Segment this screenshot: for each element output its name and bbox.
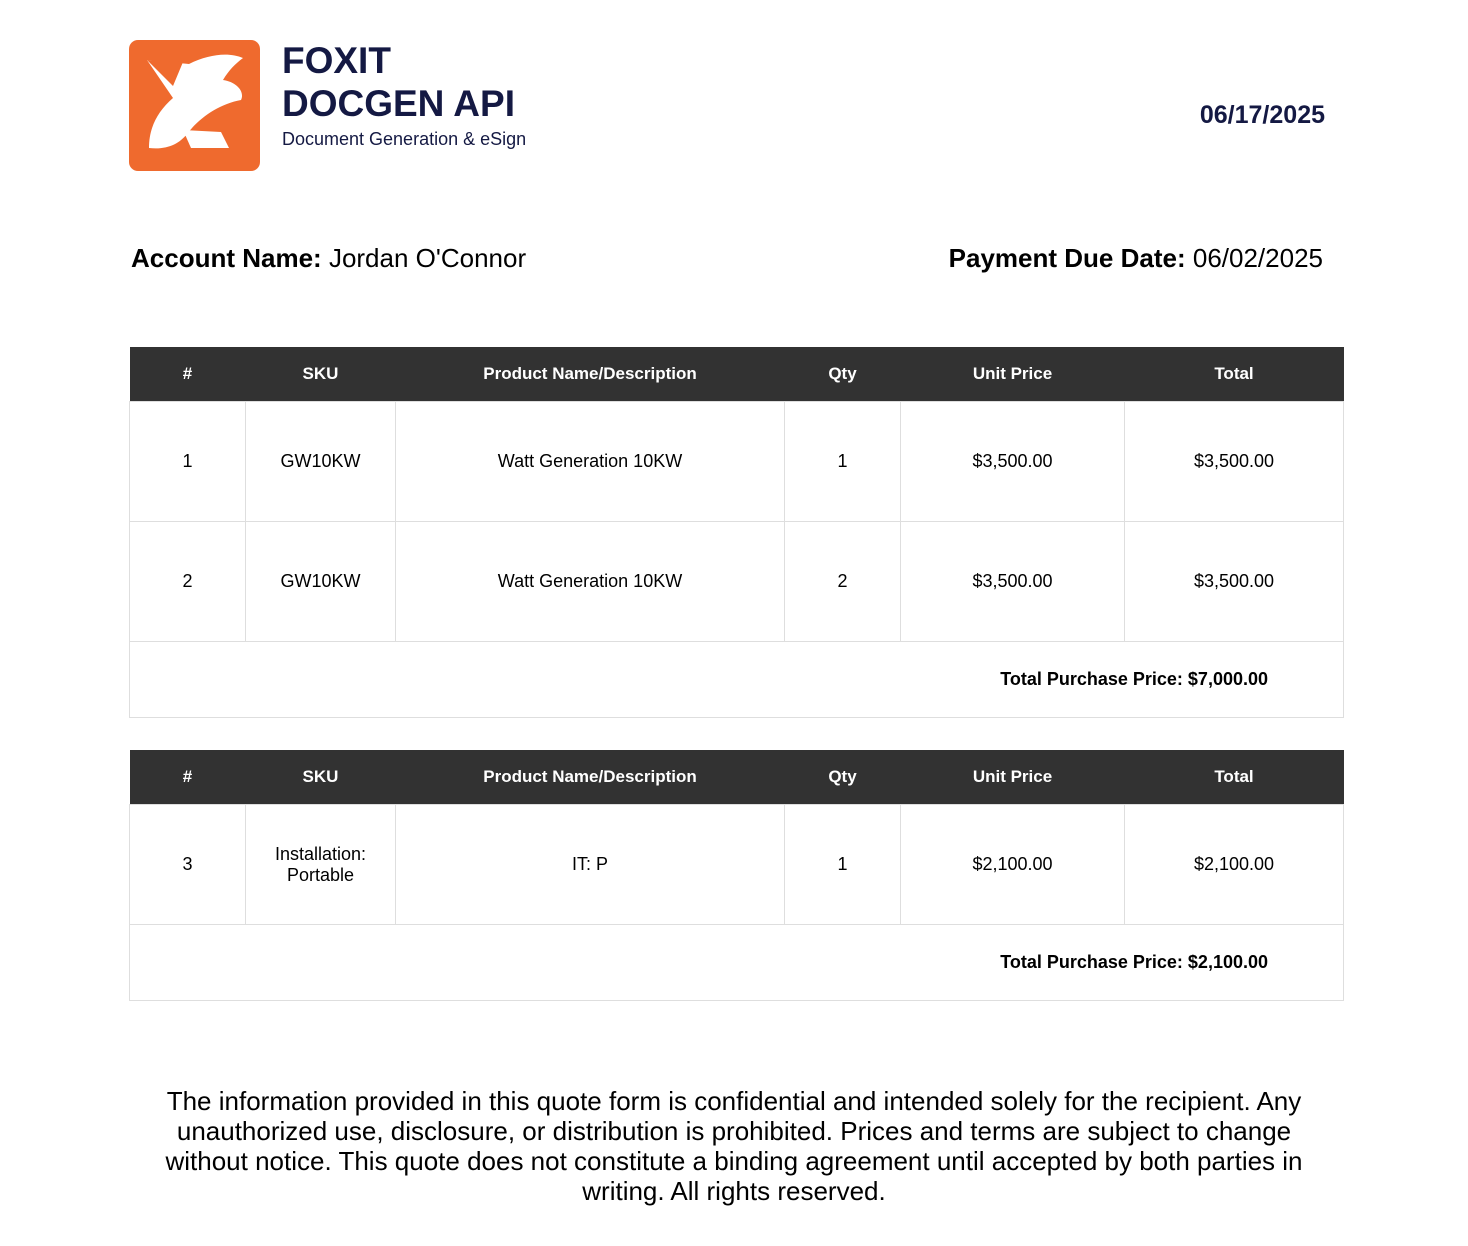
payment-due-date xyxy=(949,243,1323,274)
cell-unit-price: $3,500.00 xyxy=(901,402,1125,522)
total-row xyxy=(130,642,1344,718)
column-header-total: Total xyxy=(1125,750,1344,805)
items-table-1 xyxy=(129,347,1344,718)
column-header-number: # xyxy=(130,750,246,805)
cell-product: IT: P xyxy=(396,805,785,925)
payment-due-date-label: Payment Due Date: xyxy=(948,243,1186,273)
total-purchase-price: Total Purchase Price: $2,100.00 xyxy=(130,925,1344,1001)
brand-name: FOXIT xyxy=(282,40,391,81)
account-name xyxy=(131,243,526,274)
cell-sku: GW10KW xyxy=(246,402,396,522)
cell-number: 3 xyxy=(130,805,246,925)
total-purchase-price: Total Purchase Price: $7,000.00 xyxy=(130,642,1344,718)
table-row xyxy=(130,805,1344,925)
confidentiality-disclaimer: The information provided in this quote form is confidential and intended solely for the recipient. Any unauthorized use, disclosure, or distribution is prohibited. Prices and terms are subject to change without notice. This quote does not constitute a binding agreement until accepted by both parties in writing. All rights reserved. xyxy=(165,1086,1303,1206)
cell-unit-price: $3,500.00 xyxy=(901,522,1125,642)
foxit-logo xyxy=(129,40,260,171)
column-header-sku: SKU xyxy=(246,347,396,402)
account-name-value: Jordan O'Connor xyxy=(328,243,527,273)
column-header-number: # xyxy=(130,347,246,402)
cell-product: Watt Generation 10KW xyxy=(396,522,785,642)
column-header-product: Product Name/Description xyxy=(396,750,785,805)
column-header-qty: Qty xyxy=(785,347,901,402)
cell-qty: 2 xyxy=(785,522,901,642)
brand-product: DOCGEN API xyxy=(282,83,515,124)
cell-number: 1 xyxy=(130,402,246,522)
items-table-2 xyxy=(129,750,1344,1001)
cell-total: $2,100.00 xyxy=(1125,805,1344,925)
cell-qty: 1 xyxy=(785,805,901,925)
cell-number: 2 xyxy=(130,522,246,642)
column-header-qty: Qty xyxy=(785,750,901,805)
column-header-unit-price: Unit Price xyxy=(901,347,1125,402)
document-date: 06/17/2025 xyxy=(1199,101,1325,129)
column-header-sku: SKU xyxy=(246,750,396,805)
table-row xyxy=(130,522,1344,642)
table-row xyxy=(130,402,1344,522)
cell-qty: 1 xyxy=(785,402,901,522)
cell-sku: GW10KW xyxy=(246,522,396,642)
total-row xyxy=(130,925,1344,1001)
cell-sku: Installation: Portable xyxy=(246,805,396,925)
cell-total: $3,500.00 xyxy=(1125,402,1344,522)
table-header-row xyxy=(130,750,1344,805)
table-header-row xyxy=(130,347,1344,402)
payment-due-date-value: 06/02/2025 xyxy=(1192,243,1323,273)
foxit-logo-icon xyxy=(129,40,260,171)
cell-total: $3,500.00 xyxy=(1125,522,1344,642)
account-name-label: Account Name: xyxy=(131,243,322,273)
column-header-total: Total xyxy=(1125,347,1344,402)
column-header-unit-price: Unit Price xyxy=(901,750,1125,805)
brand-tagline: Document Generation & eSign xyxy=(282,129,527,149)
cell-product: Watt Generation 10KW xyxy=(396,402,785,522)
cell-unit-price: $2,100.00 xyxy=(901,805,1125,925)
column-header-product: Product Name/Description xyxy=(396,347,785,402)
